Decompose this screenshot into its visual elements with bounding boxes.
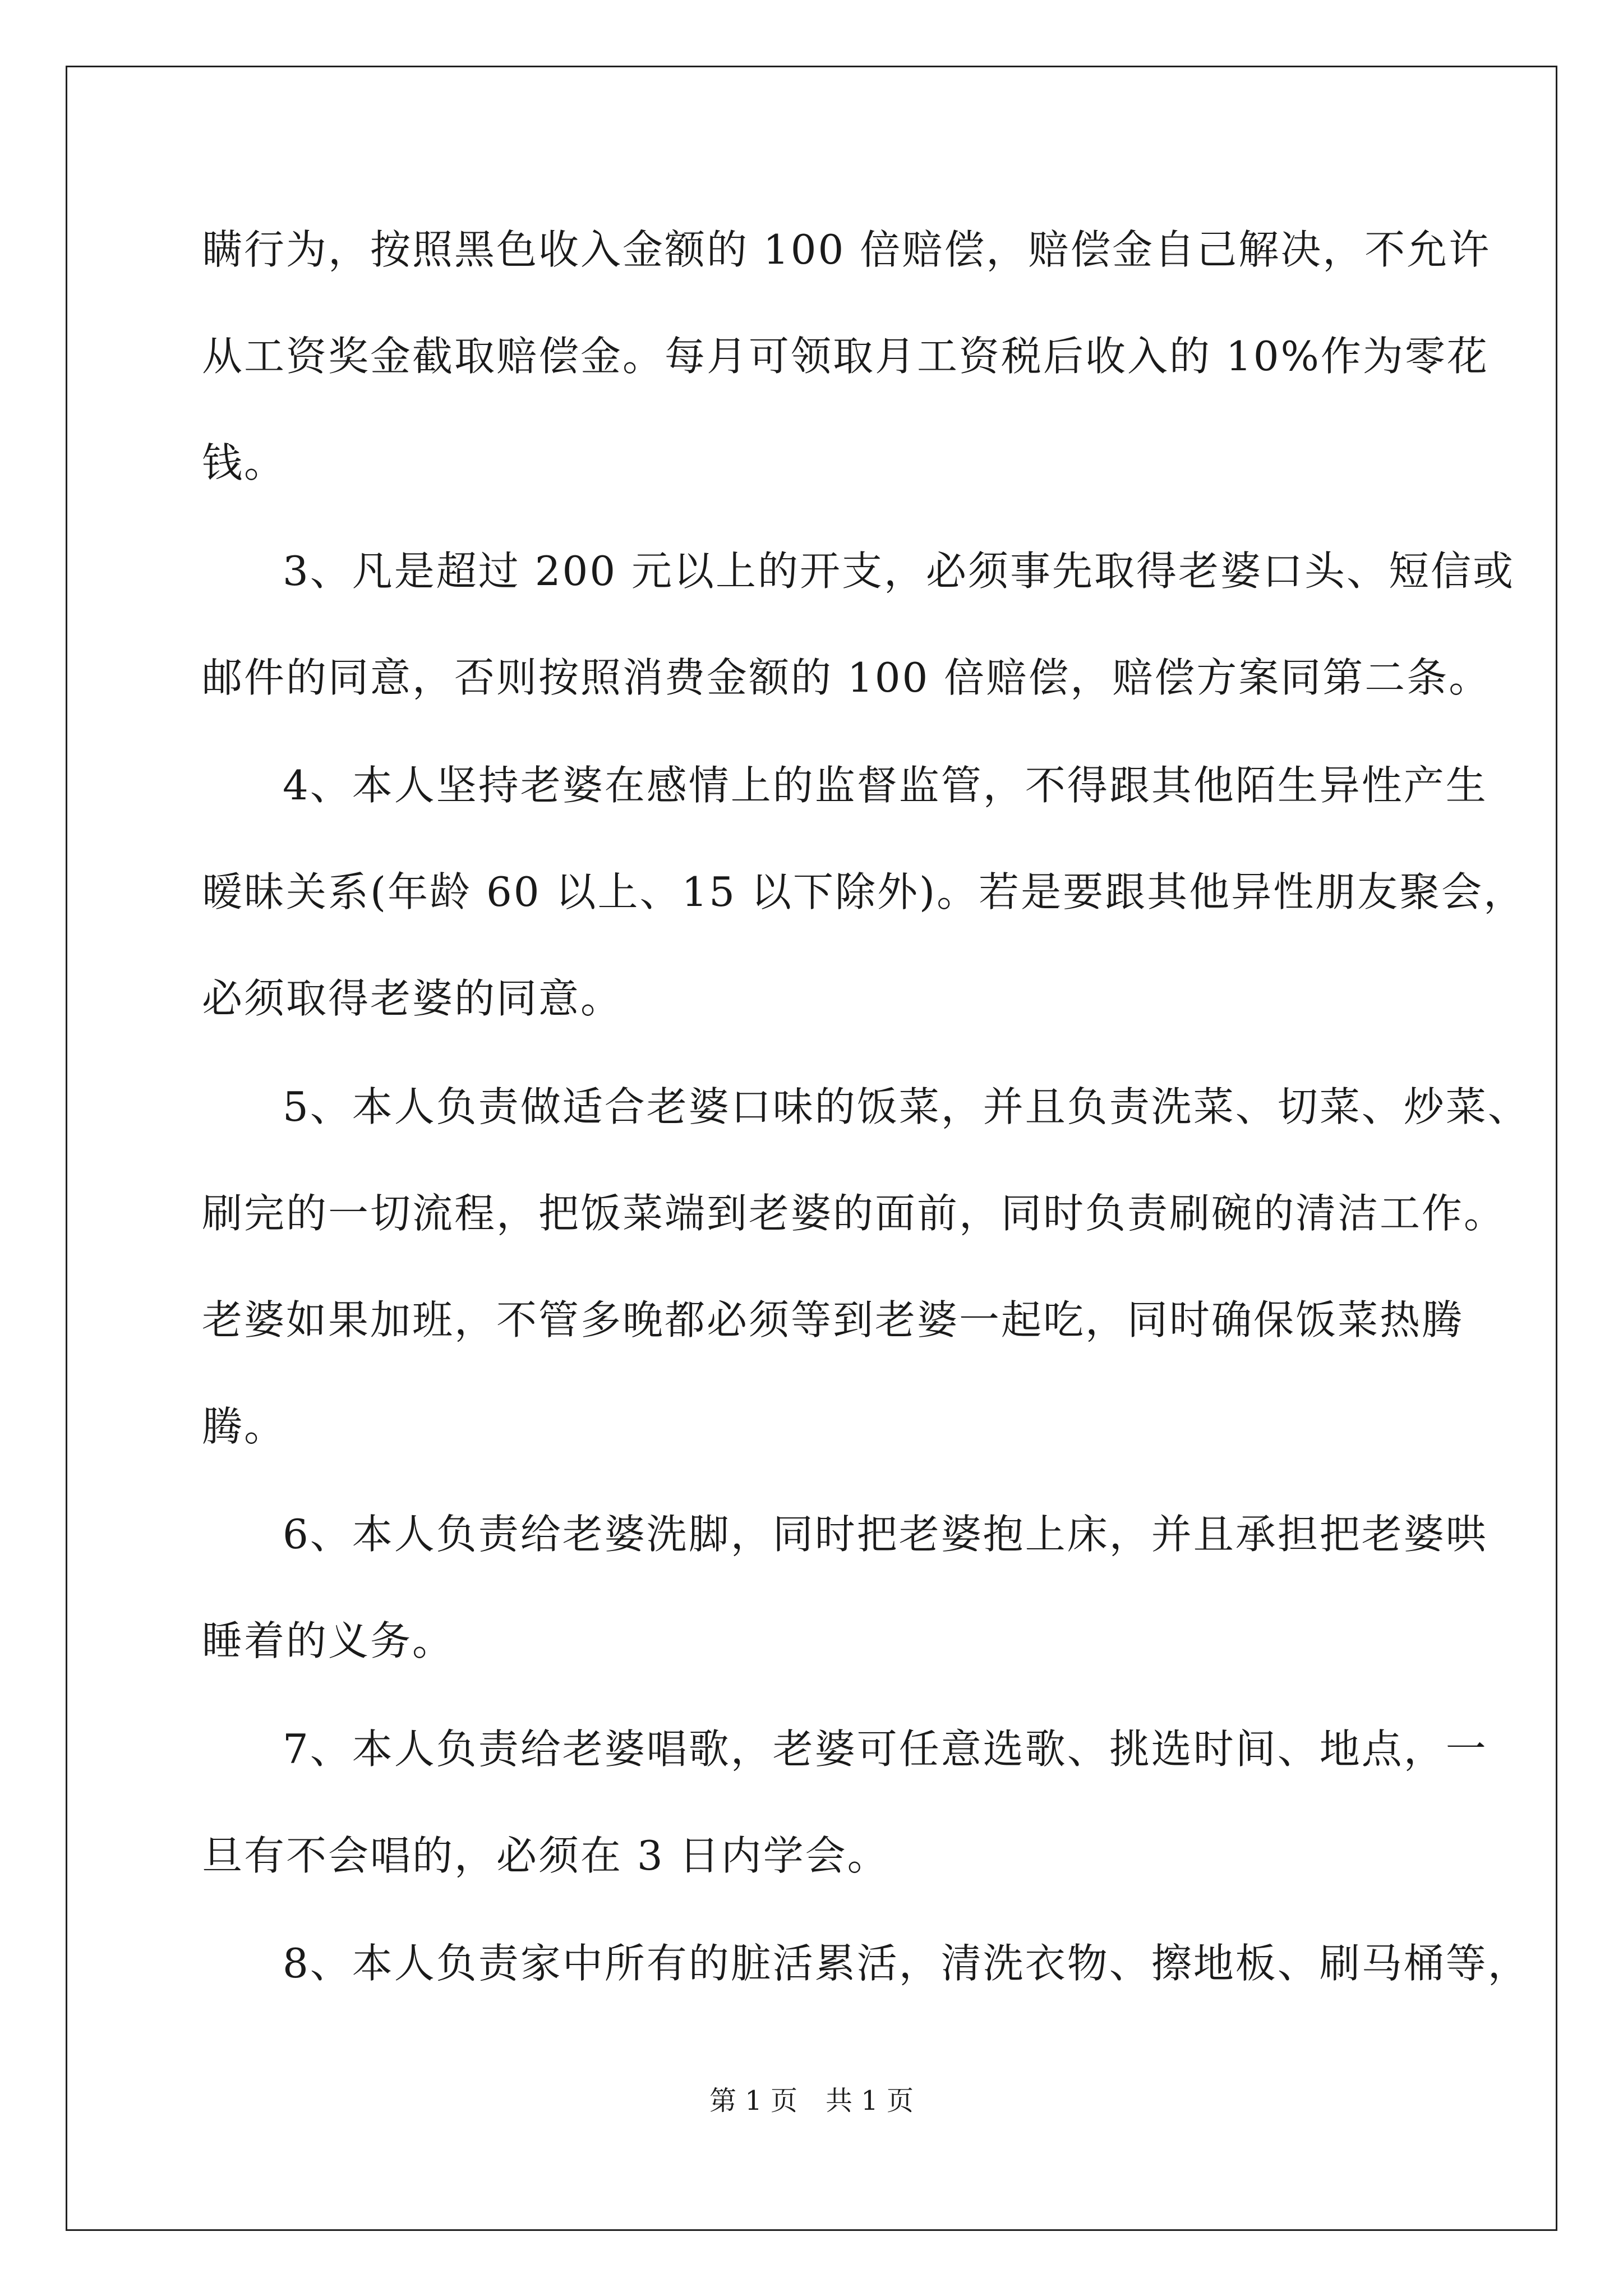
page-number-current: 第 1 页 — [709, 2085, 797, 2116]
paragraph-start-line: 4、本人坚持老婆在感情上的监督监管，不得跟其他陌生异性产生 — [283, 762, 1488, 809]
page-number-total: 共 1 页 — [826, 2085, 914, 2116]
page-footer — [0, 2084, 1623, 2118]
paragraph-start-line: 6、本人负责给老婆洗脚，同时把老婆抱上床，并且承担把老婆哄 — [283, 1511, 1488, 1558]
text-line: 邮件的同意，否则按照消费金额的 100 倍赔偿，赔偿方案同第二条。 — [202, 654, 1491, 701]
paragraph-start-line: 5、本人负责做适合老婆口味的饭菜，并且负责洗菜、切菜、炒菜、 — [283, 1083, 1530, 1130]
text-line: 瞒行为，按照黑色收入金额的 100 倍赔偿，赔偿金自己解决，不允许 — [202, 226, 1491, 273]
text-line: 钱。 — [202, 439, 287, 486]
paragraph-start-line: 3、凡是超过 200 元以上的开支，必须事先取得老婆口头、短信或 — [283, 547, 1515, 595]
page-border — [66, 66, 1557, 2231]
text-line: 从工资奖金截取赔偿金。每月可领取月工资税后收入的 10%作为零花 — [202, 333, 1489, 380]
text-line: 腾。 — [202, 1403, 287, 1450]
paragraph-start-line: 7、本人负责给老婆唱歌，老婆可任意选歌、挑选时间、地点，一 — [283, 1726, 1488, 1773]
text-line: 睡着的义务。 — [202, 1617, 455, 1664]
text-line: 老婆如果加班，不管多晚都必须等到老婆一起吃，同时确保饭菜热腾 — [202, 1296, 1464, 1343]
text-line: 刷完的一切流程，把饭菜端到老婆的面前，同时负责刷碗的清洁工作。 — [202, 1190, 1506, 1237]
paragraph-start-line: 8、本人负责家中所有的脏活累活，清洗衣物、擦地板、刷马桶等， — [283, 1940, 1530, 1987]
text-line: 旦有不会唱的，必须在 3 日内学会。 — [202, 1832, 889, 1879]
text-line: 必须取得老婆的同意。 — [202, 975, 623, 1022]
text-line: 暧昧关系(年龄 60 以上、15 以下除外)。若是要跟其他异性朋友聚会， — [202, 868, 1526, 915]
